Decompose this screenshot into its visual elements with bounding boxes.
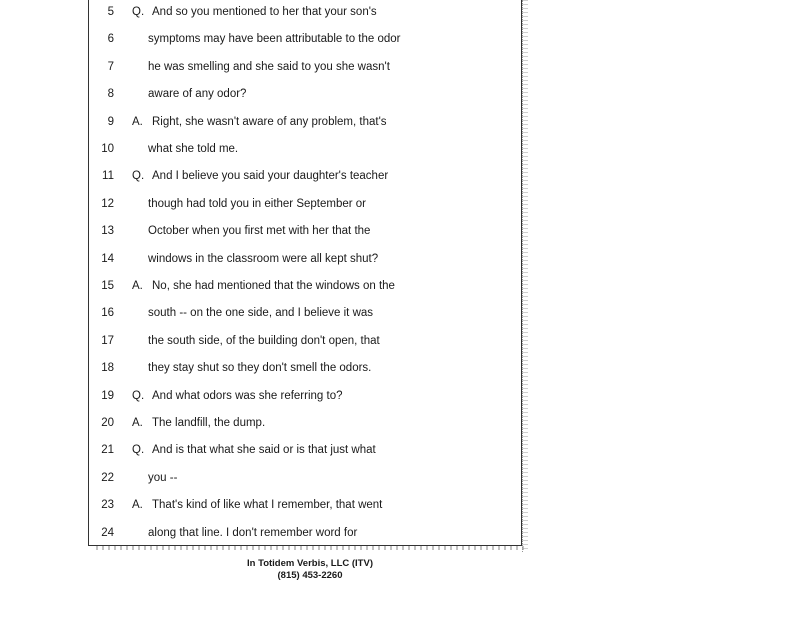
transcript-line bbox=[88, 303, 522, 323]
line-text: And what odors was she referring to? bbox=[152, 389, 343, 402]
line-text: That's kind of like what I remember, that went bbox=[152, 499, 383, 512]
qa-marker: Q. bbox=[132, 444, 145, 457]
qa-marker: A. bbox=[132, 280, 143, 292]
transcript-line bbox=[88, 413, 522, 433]
line-text: October when you first met with her that the bbox=[148, 225, 371, 238]
line-text: along that line. I don't remember word for bbox=[148, 526, 358, 539]
line-text: you -- bbox=[148, 471, 178, 484]
qa-line-text bbox=[132, 440, 376, 460]
line-number: 13 bbox=[101, 225, 114, 238]
transcript-line bbox=[88, 112, 522, 132]
line-number: 15 bbox=[101, 280, 114, 292]
transcript-line bbox=[88, 2, 522, 22]
line-text: symptoms may have been attributable to the odor bbox=[148, 33, 401, 46]
qa-line-text bbox=[132, 2, 377, 22]
line-number: 12 bbox=[101, 197, 114, 210]
line-number: 16 bbox=[101, 307, 114, 320]
transcript-line bbox=[88, 358, 522, 378]
qa-marker: Q. bbox=[132, 170, 145, 183]
line-number: 18 bbox=[101, 362, 114, 375]
transcript-line bbox=[88, 440, 522, 460]
line-number: 22 bbox=[101, 471, 114, 484]
qa-line-text bbox=[132, 276, 395, 296]
qa-marker: A. bbox=[132, 499, 143, 512]
qa-line-text bbox=[132, 112, 387, 132]
line-number: 17 bbox=[101, 334, 114, 347]
line-text: Right, she wasn't aware of any problem, that's bbox=[152, 115, 387, 128]
line-text: he was smelling and she said to you she wasn't bbox=[148, 60, 390, 73]
transcript-line bbox=[88, 276, 522, 296]
line-text: though had told you in either September or bbox=[148, 197, 367, 210]
transcript-line bbox=[88, 495, 522, 515]
transcript-line bbox=[88, 84, 522, 104]
transcript-line bbox=[88, 249, 522, 269]
line-text: The landfill, the dump. bbox=[152, 417, 266, 429]
transcript-page-frame bbox=[88, 0, 522, 546]
transcript-line bbox=[88, 221, 522, 241]
line-number: 11 bbox=[102, 170, 114, 183]
qa-line-text bbox=[132, 413, 265, 433]
page-edge-shadow bbox=[522, 0, 528, 552]
transcript-line bbox=[88, 468, 522, 488]
line-text: what she told me. bbox=[148, 143, 239, 155]
qa-marker: Q. bbox=[132, 6, 145, 18]
transcript-line bbox=[88, 331, 522, 351]
line-number: 7 bbox=[107, 60, 114, 73]
line-text: the south side, of the building don't open, that bbox=[148, 334, 380, 347]
footer-phone: (815) 453-2260 bbox=[277, 570, 343, 581]
qa-marker: Q. bbox=[132, 389, 145, 402]
line-number: 21 bbox=[101, 444, 114, 457]
line-number: 8 bbox=[107, 88, 114, 101]
transcript-line bbox=[88, 166, 522, 186]
line-text: And I believe you said your daughter's teacher bbox=[152, 170, 389, 183]
line-number: 14 bbox=[101, 252, 114, 265]
transcript-line bbox=[88, 139, 522, 159]
line-number: 5 bbox=[107, 6, 114, 18]
line-text: And is that what she said or is that just what bbox=[152, 444, 376, 457]
line-text: south -- on the one side, and I believe it was bbox=[148, 307, 374, 320]
qa-marker: A. bbox=[132, 417, 143, 429]
line-number: 6 bbox=[107, 33, 114, 46]
transcript-line bbox=[88, 29, 522, 49]
qa-marker: A. bbox=[132, 115, 143, 128]
line-number: 23 bbox=[101, 499, 114, 512]
qa-line-text bbox=[132, 495, 382, 515]
qa-line-text bbox=[132, 386, 343, 406]
transcript-line bbox=[88, 386, 522, 406]
line-text: No, she had mentioned that the windows on the bbox=[152, 280, 395, 292]
line-number: 24 bbox=[101, 526, 114, 539]
transcript-line bbox=[88, 523, 522, 543]
line-number: 20 bbox=[101, 417, 114, 429]
transcript-line bbox=[88, 194, 522, 214]
line-text: And so you mentioned to her that your son's bbox=[152, 6, 377, 18]
qa-line-text bbox=[132, 166, 388, 186]
line-number: 19 bbox=[101, 389, 114, 402]
line-text: aware of any odor? bbox=[148, 88, 247, 101]
page-bottom-shadow bbox=[96, 546, 526, 550]
line-text: windows in the classroom were all kept shut? bbox=[148, 252, 379, 265]
line-number: 10 bbox=[101, 143, 114, 155]
line-number: 9 bbox=[107, 115, 114, 128]
line-text: they stay shut so they don't smell the odors. bbox=[148, 362, 372, 375]
transcript-line bbox=[88, 57, 522, 77]
footer-company: In Totidem Verbis, LLC (ITV) bbox=[247, 558, 373, 569]
